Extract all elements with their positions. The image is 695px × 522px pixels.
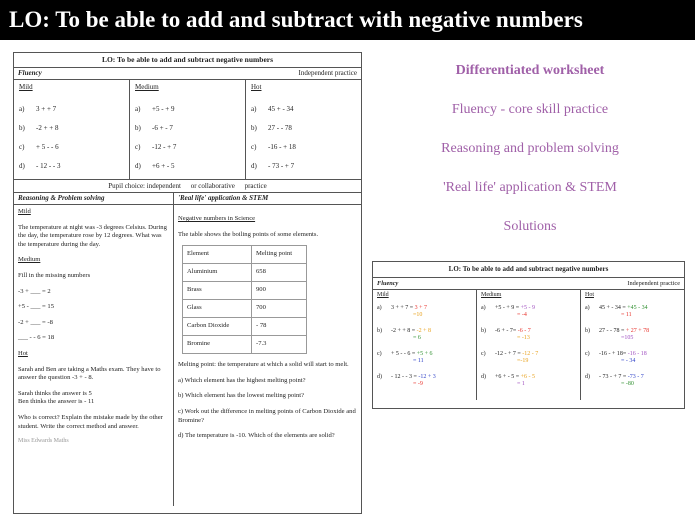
solutions-title: LO: To be able to add and subtract negative numbers bbox=[373, 262, 684, 278]
science-question-c: c) Work out the difference in melting points of Carbon Dioxide and Bromine? bbox=[178, 407, 356, 424]
solutions-column bbox=[581, 290, 684, 400]
science-question-a: a) Which element has the highest melting point? bbox=[178, 376, 306, 384]
medium-intro: Fill in the missing numbers bbox=[18, 271, 91, 279]
science-section bbox=[174, 193, 361, 506]
reasoning-section bbox=[14, 193, 174, 506]
hot-heading: Hot bbox=[18, 349, 28, 357]
column-heading: Hot bbox=[251, 83, 262, 91]
table-row: Glass 700 bbox=[183, 300, 307, 318]
missing-number-3: -2 + ___ = -8 bbox=[18, 318, 53, 326]
fluency-description: Fluency - core skill practice bbox=[451, 102, 609, 117]
column-heading: Hot bbox=[585, 292, 594, 298]
fluency-questions bbox=[14, 80, 361, 180]
question: a) +5 - + 9 bbox=[135, 104, 175, 113]
column-heading: Mild bbox=[377, 292, 389, 298]
hot-text-1: Sarah and Ben are taking a Maths exam. They have to answer the question -3 + - 8. bbox=[18, 365, 161, 382]
solution-item: d) - 73 - + 7 = -73 - 7 = -80 bbox=[585, 374, 644, 387]
table-header-row: Element Melting point bbox=[183, 246, 307, 264]
column-heading: Medium bbox=[481, 292, 502, 298]
question: a) 3 + + 7 bbox=[19, 104, 57, 113]
column-heading: Medium bbox=[135, 83, 159, 91]
solution-item: a) 45 + - 34 = +45 - 34 = 11 bbox=[585, 305, 648, 318]
question: c) -16 - + 18 bbox=[251, 142, 296, 151]
question: b) -6 + - 7 bbox=[135, 123, 173, 132]
question: d) +6 + - 5 bbox=[135, 161, 175, 170]
hot-column bbox=[246, 80, 361, 179]
table-row: Bromine -7.3 bbox=[183, 336, 307, 354]
worksheet-preview bbox=[13, 52, 362, 514]
science-subheading: Negative numbers in Science bbox=[178, 215, 256, 222]
question: c) + 5 - - 6 bbox=[19, 142, 59, 151]
mild-text: The temperature at night was -3 degrees Celsius. During the day, the temperature rose by 12 degrees. What was the temperature during the day. bbox=[18, 223, 167, 248]
reasoning-heading: Reasoning & Problem solving bbox=[14, 193, 173, 205]
solution-item: b) -6 + - 7= -6 - 7 = -13 bbox=[481, 328, 531, 341]
melting-point-table bbox=[182, 245, 307, 354]
table-row: Aluminium 658 bbox=[183, 264, 307, 282]
science-question-b: b) Which element has the lowest melting point? bbox=[178, 392, 305, 400]
column-heading: Mild bbox=[19, 83, 33, 91]
solution-item: b) 27 - - 78 = + 27 + 78 =105 bbox=[585, 328, 650, 341]
science-intro: The table shows the boiling points of some elements. bbox=[178, 230, 319, 238]
worksheet-title: LO: To be able to add and subtract negative numbers bbox=[14, 53, 361, 68]
question: d) - 73 - + 7 bbox=[251, 161, 295, 170]
question: b) -2 + + 8 bbox=[19, 123, 59, 132]
table-row: Carbon Dioxide - 78 bbox=[183, 318, 307, 336]
hot-text-4: Who is correct? Explain the mistake made by the other student. Write the correct method and answer. bbox=[18, 413, 163, 430]
pupil-choice-row: Pupil choice: independent or collaborative practice bbox=[14, 180, 361, 193]
science-question-d: d) The temperature is -10. Which of the elements are solid? bbox=[178, 432, 335, 440]
solutions-columns bbox=[373, 290, 684, 400]
question: b) 27 - - 78 bbox=[251, 123, 292, 132]
medium-heading: Medium bbox=[18, 256, 41, 264]
solutions-preview bbox=[372, 261, 685, 409]
missing-number-4: ___ - - 6 = 18 bbox=[18, 334, 55, 342]
solution-item: b) -2 + + 8 = -2 + 8 = 6 bbox=[377, 328, 432, 341]
mild-column bbox=[14, 80, 130, 179]
solution-item: d) +6 + - 5 = +6 - 5 = 1 bbox=[481, 374, 536, 387]
worksheet-footer: Miss Edwards Maths bbox=[18, 438, 69, 445]
solutions-fluency-header: Fluency Independent practice bbox=[373, 278, 684, 290]
fluency-label: Fluency bbox=[18, 69, 42, 77]
missing-number-1: -3 + ___ = 2 bbox=[18, 287, 51, 295]
solution-item: c) -12 - + 7 = -12 - 7 =-19 bbox=[481, 351, 539, 364]
solution-item: d) - 12 - - 3 = -12 + 3 = -9 bbox=[377, 374, 436, 387]
differentiated-worksheet-label: Differentiated worksheet bbox=[455, 63, 605, 78]
solution-item: a) 3 + + 7 = 3 + 7 =10 bbox=[377, 305, 428, 318]
mild-heading: Mild bbox=[18, 208, 31, 215]
page-title-banner: LO: To be able to add and subtract with negative numbers bbox=[0, 0, 695, 40]
solution-item: c) + 5 - - 6 = +5 + 6 = 11 bbox=[377, 351, 433, 364]
worksheet-lower bbox=[14, 193, 361, 506]
solutions-column bbox=[477, 290, 581, 400]
hot-text-3: Ben thinks the answer is - 11 bbox=[18, 398, 95, 406]
solution-item: a) +5 - + 9 = +5 - 9 = -4 bbox=[481, 305, 536, 318]
table-row: Brass 900 bbox=[183, 282, 307, 300]
melting-point-definition: Melting point: the temperature at which a solid will start to melt. bbox=[178, 361, 349, 369]
hot-text-2: Sarah thinks the answer is 5 bbox=[18, 389, 92, 397]
independent-practice-label: Independent practice bbox=[298, 69, 357, 77]
fluency-header bbox=[14, 68, 361, 80]
solution-item: c) -16 - + 18= -16 - 18 = - 34 bbox=[585, 351, 647, 364]
reasoning-description: Reasoning and problem solving bbox=[441, 141, 619, 156]
solutions-label: Solutions bbox=[503, 219, 557, 234]
medium-column bbox=[130, 80, 246, 179]
science-heading: 'Real life' application & STEM bbox=[174, 193, 361, 205]
solutions-column bbox=[373, 290, 477, 400]
question: c) -12 - + 7 bbox=[135, 142, 177, 151]
question: d) - 12 - - 3 bbox=[19, 161, 61, 170]
missing-number-2: +5 - ___ = 15 bbox=[18, 303, 55, 311]
real-life-description: 'Real life' application & STEM bbox=[443, 180, 617, 195]
question: a) 45 + - 34 bbox=[251, 104, 294, 113]
